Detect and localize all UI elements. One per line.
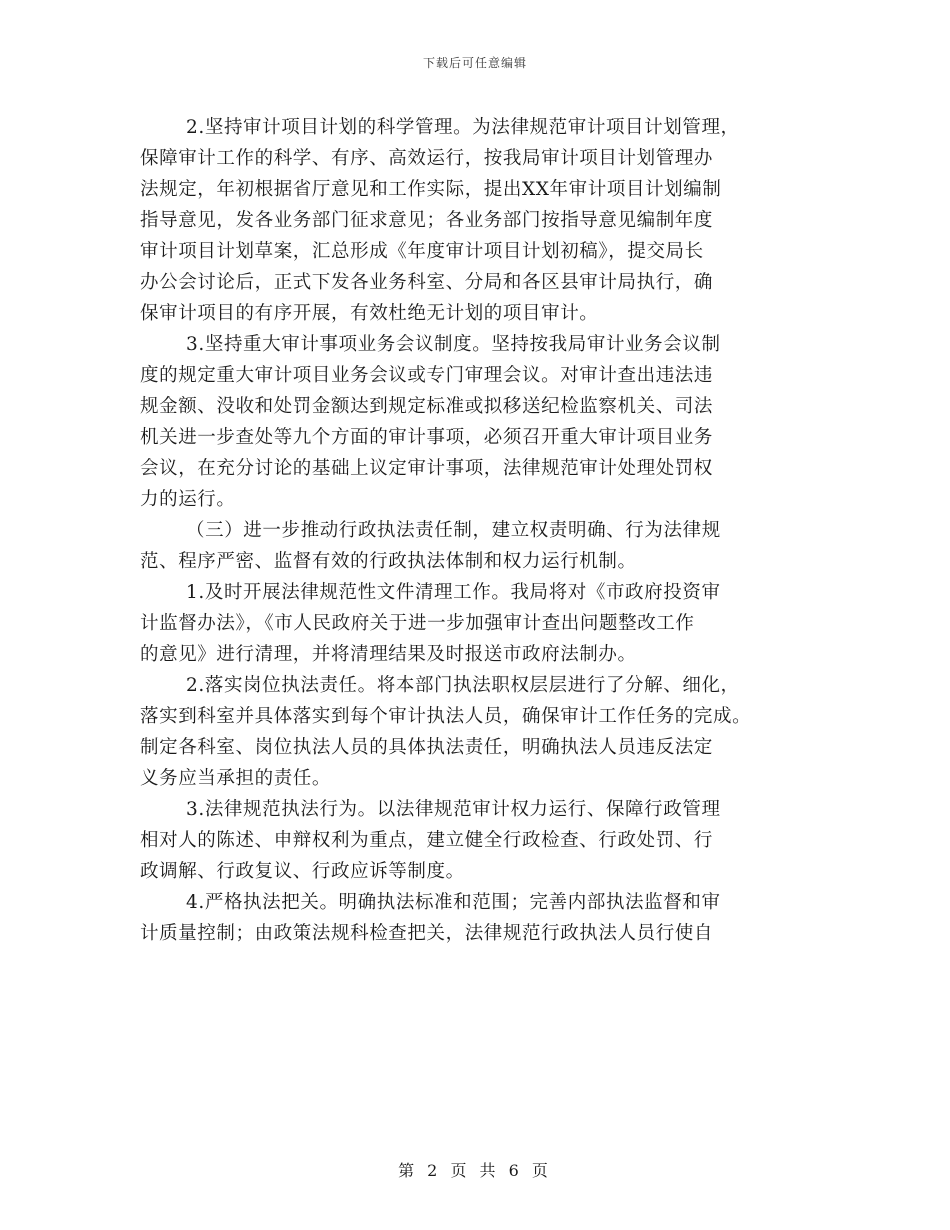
text-line: 力的运行。 — [140, 489, 236, 510]
text-line: 相对人的陈述、申辩权利为重点，建立健全行政检查、行政处罚、行 — [140, 830, 714, 851]
text-line: 2.坚持审计项目计划的科学管理。为法律规范审计项目计划管理， — [186, 117, 740, 138]
text-line: 会议，在充分讨论的基础上议定审计事项，法律规范审计处理处罚权 — [140, 458, 714, 479]
text-line: 保审计项目的有序开展，有效杜绝无计划的项目审计。 — [140, 303, 599, 324]
paragraph-strict-enforcement — [140, 887, 810, 949]
text-line: 规金额、没收和处罚金额达到规定标准或拟移送纪检监察机关、司法 — [140, 396, 714, 417]
section-heading-three — [140, 515, 810, 577]
text-line: 计监督办法》，《市人民政府关于进一步加强审计查出问题整改工作 — [140, 613, 695, 634]
text-line: 3.坚持重大审计事项业务会议制度。坚持按我局审计业务会议制 — [186, 334, 721, 355]
text-line: 4.严格执法把关。明确执法标准和范围；完善内部执法监督和审 — [186, 892, 721, 913]
text-line: 的意见》进行清理，并将清理结果及时报送市政府法制办。 — [140, 644, 637, 665]
text-line: 办公会讨论后，正式下发各业务科室、分局和各区县审计局执行，确 — [140, 272, 714, 293]
text-line: 保障审计工作的科学、有序、高效运行，按我局审计项目计划管理办 — [140, 148, 714, 169]
paragraph-audit-plan — [140, 112, 810, 329]
text-line: 政调解、行政复议、行政应诉等制度。 — [140, 861, 465, 882]
text-line: 机关进一步查处等九个方面的审计事项，必须召开重大审计项目业务 — [140, 427, 714, 448]
text-line: （三）进一步推动行政执法责任制，建立权责明确、行为法律规 — [186, 520, 721, 541]
text-line: 法规定，年初根据省厅意见和工作实际，提出XX年审计项目计划编制 — [140, 179, 722, 200]
text-line: 审计项目计划草案，汇总形成《年度审计项目计划初稿》，提交局长 — [140, 241, 704, 262]
paragraph-major-meeting — [140, 329, 810, 515]
paragraph-enforcement-conduct — [140, 794, 810, 887]
text-line: 范、程序严密、监督有效的行政执法体制和权力运行机制。 — [140, 551, 637, 572]
document-body — [140, 112, 810, 949]
text-line: 3.法律规范执法行为。以法律规范审计权力运行、保障行政管理 — [186, 799, 721, 820]
paragraph-post-responsibility — [140, 670, 810, 794]
text-line: 制定各科室、岗位执法人员的具体执法责任，明确执法人员违反法定 — [140, 737, 714, 758]
text-line: 义务应当承担的责任。 — [140, 768, 332, 789]
text-line: 2.落实岗位执法责任。将本部门执法职权层层进行了分解、细化， — [186, 675, 740, 696]
page-number-footer: 第 2 页 共 6 页 — [398, 1161, 552, 1180]
text-line: 指导意见，发各业务部门征求意见；各业务部门按指导意见编制年度 — [140, 210, 714, 231]
paragraph-document-cleanup — [140, 577, 810, 670]
text-line: 度的规定重大审计项目业务会议或专门审理会议。对审计查出违法违 — [140, 365, 714, 386]
text-line: 落实到科室并具体落实到每个审计执法人员，确保审计工作任务的完成。 — [140, 706, 752, 727]
page-header-note: 下载后可任意编辑 — [422, 56, 527, 70]
text-line: 1.及时开展法律规范性文件清理工作。我局将对《市政府投资审 — [186, 582, 721, 603]
text-line: 计质量控制；由政策法规科检查把关，法律规范行政执法人员行使自 — [140, 923, 714, 944]
